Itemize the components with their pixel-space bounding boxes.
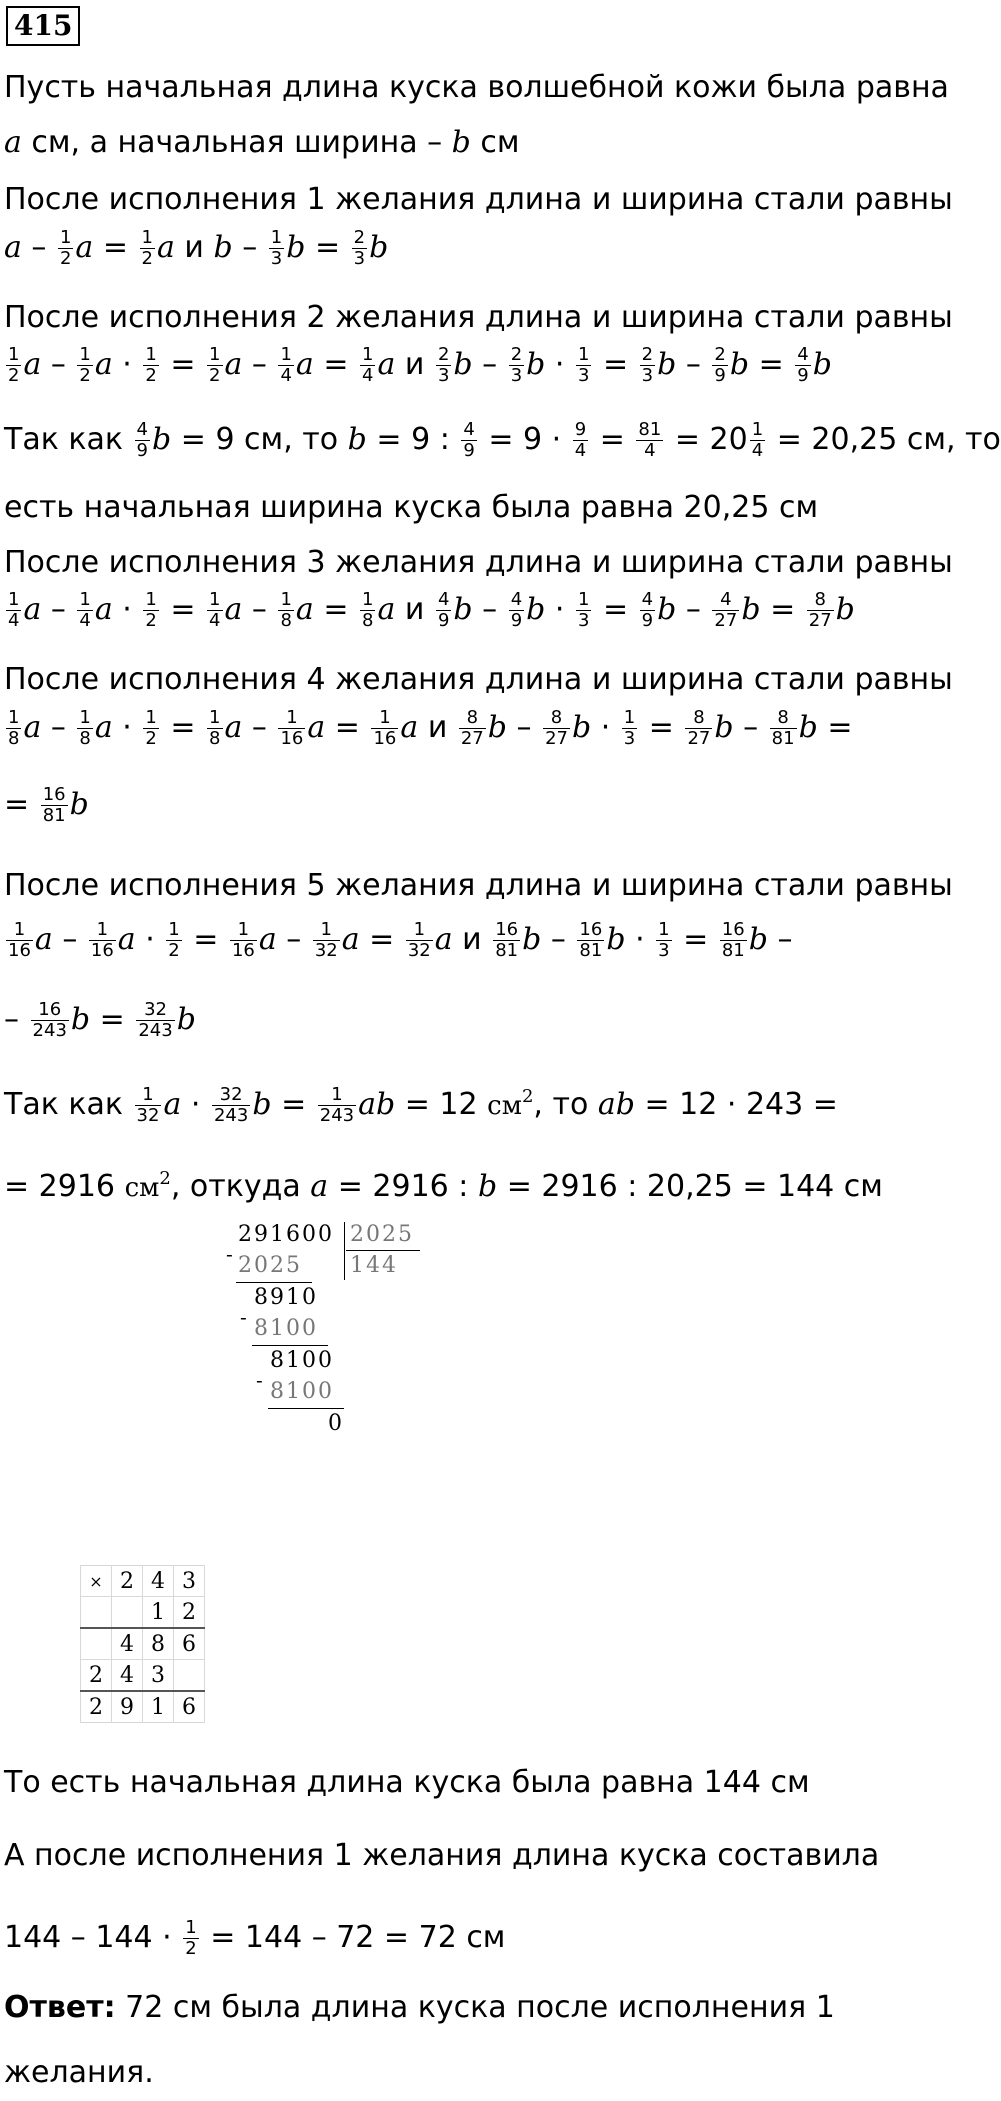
division-step: 8910 [254,1285,318,1310]
line-area-result: = 2916 $см^2$, откуда a = 2916 : b = 2916 : 20,25 = 144 см [4,1168,883,1204]
division-remainder: 0 [328,1411,342,1436]
line-area-calc: Так как $\frac{1}{32}$ a · $\frac{32}{243}$ b = $\frac{1}{243}$ ab = 12 $см^2$, то ab = 12 · 243 = [4,1084,838,1126]
multiplication-grid [80,1565,205,1723]
answer-label: Ответ: [4,1990,116,2025]
division-step: 2025 [238,1253,302,1278]
line-intro: Пусть начальная длина куска волшебной кожи была равна [4,70,949,105]
grid-row: × 2 4 3 [81,1566,205,1597]
line-width-calc: Так как $\frac{4}{9}$ b = 9 см, то b = 9 : $\frac{4}{9}$ = 9 · $\frac{9}{4}$ = $\frac{81}{4}$ = 20 $\frac{1}{4}$ = 20,25 см, то [4,419,1001,461]
grid-row: 2 4 3 [81,1660,205,1692]
answer-line-cont: желания. [4,2055,154,2090]
heading-wish-5: После исполнения 5 желания длина и ширина стали равны [4,868,953,903]
grid-row: 4 8 6 [81,1628,205,1660]
heading-wish-3: После исполнения 3 желания длина и ширина стали равны [4,545,953,580]
line-width-result: есть начальная ширина куска была равна 20,25 см [4,490,819,525]
answer-line [4,1990,835,2025]
formula-wish-4: $\frac{1}{8}$ a – $\frac{1}{8}$ a · $\frac{1}{2}$ = $\frac{1}{8}$ a – $\frac{1}{16}$ a = $\frac{1}{16}$ a и $\frac{8}{27}$ b – $\frac{8}{27}$ b · $\frac{1}{3}$ = $\frac{8}{27}$ b – $\frac{8}{81}$ b = [8,707,853,749]
solution-page: 415 Пусть начальная длина куска волшебной кожи была равна a см, а начальная ширина – b см После исполнения 1 желания длина и ширина стали равны a – $\frac{1}{2}$ a = $\frac{1}{2}$ a и b – $\frac{1}{3}$ b = $\frac{2}{3}$ b После исполнения 2 желания длина и ширина стали равны $\frac{1}{2}$ a – $\frac{1}{2}$ a · $\frac{1}{2}$ = $\frac{1}{2}$ a – $\frac{1}{4}$ a = $\frac{1}{4}$ a и $\frac{2}{3}$ b – $\frac{2}{3}$ b · $\frac{1}{3}$ = $\frac{2}{3}$ b – $\frac{2}{9}$ b = $\frac{4}{9}$ b Так как $\frac{4}{9}$ b = 9 см, то b = 9 : $\frac{4}{9}$ = 9 · $\frac{9}{4}$ = $\frac{81}{4}$ = 20 $\frac{1}{4}$ = 20,25 см, то есть начальная ширина куска была равна 20,25 см После исполнения 3 желания длина и ширина стали равны $\frac{1}{4}$ a – $\frac{1}{4}$ a · $\frac{1}{2}$ = $\frac{1}{4}$ a – $\frac{1}{8}$ a = $\frac{1}{8}$ a и $\frac{4}{9}$ b – $\frac{4}{9}$ b · $\frac{1}{3}$ = $\frac{4}{9}$ b – $\frac{4}{27}$ b = $\frac{8}{27}$ b После исполнения 4 желания длина и ширина стали равны $\frac{1}{8}$ a – $\frac{1}{8}$ a · $\frac{1}{2}$ = $\frac{1}{8}$ a – $\frac{1}{16}$ a = $\frac{1}{16}$ a и $\frac{8}{27}$ b – $\frac{8}{27}$ b · $\frac{1}{3}$ = $\frac{8}{27}$ b – $\frac{8}{81}$ b = = $\frac{16}{81}$ b После исполнения 5 желания длина и ширина стали равны $\frac{1}{16}$ a – $\frac{1}{16}$ a · $\frac{1}{2}$ = $\frac{1}{16}$ a – $\frac{1}{32}$ a = $\frac{1}{32}$ a и $\frac{16}{81}$ b – $\frac{16}{81}$ b · $\frac{1}{3}$ = $\frac{16}{81}$ b – – $\frac{16}{243}$ b = $\frac{32}{243}$ b Так как $\frac{1}{32}$ a · $\frac{32}{243}$ b = $\frac{1}{243}$ ab = 12 $см^2$, то ab = 12 · 243 = = 2916 $см^2$, откуда a = 2916 : b = 2916 : 20,25 = 144 см 291600 2025 144 - 2025 8910 - 8100 8100 - 8100 0 × 2 4 3 1 2 4 8 6 2 4 3 2 9 1 6 То есть начальная длина куска была равна 144 см А после исполнения 1 желания длина куска составила 144 – 144 · $\frac{1}{2}$ = 144 – 72 = 72 см Ответ: 72 см была длина куска после исполнения 1 желания. [0,0,960,2101]
division-quotient: 144 [350,1253,398,1278]
answer-text: 72 см была длина куска после исполнения 1 [115,1990,835,2025]
heading-wish-4: После исполнения 4 желания длина и ширина стали равны [4,662,953,697]
line-after-wish-1: А после исполнения 1 желания длина куска составила [4,1838,880,1873]
formula-wish-3: $\frac{1}{4}$ a – $\frac{1}{4}$ a · $\frac{1}{2}$ = $\frac{1}{4}$ a – $\frac{1}{8}$ a = $\frac{1}{8}$ a и $\frac{4}{9}$ b – $\frac{4}{9}$ b · $\frac{1}{3}$ = $\frac{4}{9}$ b – $\frac{4}{27}$ b = $\frac{8}{27}$ b [8,589,855,631]
division-step: 8100 [254,1316,318,1341]
grid-row: 1 2 [81,1597,205,1629]
formula-wish-1: a – $\frac{1}{2}$ a = $\frac{1}{2}$ a и b – $\frac{1}{3}$ b = $\frac{2}{3}$ b [4,227,389,269]
formula-wish-5-cont: – $\frac{16}{243}$ b = $\frac{32}{243}$ b [4,999,196,1041]
line-final-calc: 144 – 144 · $\frac{1}{2}$ = 144 – 72 = 72 см [4,1917,506,1959]
grid-row: 2 9 1 6 [81,1691,205,1723]
heading-wish-1: После исполнения 1 желания длина и ширина стали равны [4,182,953,217]
line-dimensions: a см, а начальная ширина – b см [4,125,520,160]
problem-number: 415 [6,6,80,46]
division-step: 8100 [270,1379,334,1404]
formula-wish-2: $\frac{1}{2}$ a – $\frac{1}{2}$ a · $\frac{1}{2}$ = $\frac{1}{2}$ a – $\frac{1}{4}$ a = $\frac{1}{4}$ a и $\frac{2}{3}$ b – $\frac{2}{3}$ b · $\frac{1}{3}$ = $\frac{2}{3}$ b – $\frac{2}{9}$ b = $\frac{4}{9}$ b [8,344,832,386]
division-dividend: 291600 [238,1222,334,1247]
formula-wish-5: $\frac{1}{16}$ a – $\frac{1}{16}$ a · $\frac{1}{2}$ = $\frac{1}{16}$ a – $\frac{1}{32}$ a = $\frac{1}{32}$ a и $\frac{16}{81}$ b – $\frac{16}{81}$ b · $\frac{1}{3}$ = $\frac{16}{81}$ b – [8,919,793,961]
formula-wish-4-cont: = $\frac{16}{81}$ b [4,784,89,826]
heading-wish-2: После исполнения 2 желания длина и ширина стали равны [4,300,953,335]
line-length-result: То есть начальная длина куска была равна 144 см [4,1765,810,1800]
division-divisor: 2025 [350,1222,414,1247]
division-step: 8100 [270,1348,334,1373]
